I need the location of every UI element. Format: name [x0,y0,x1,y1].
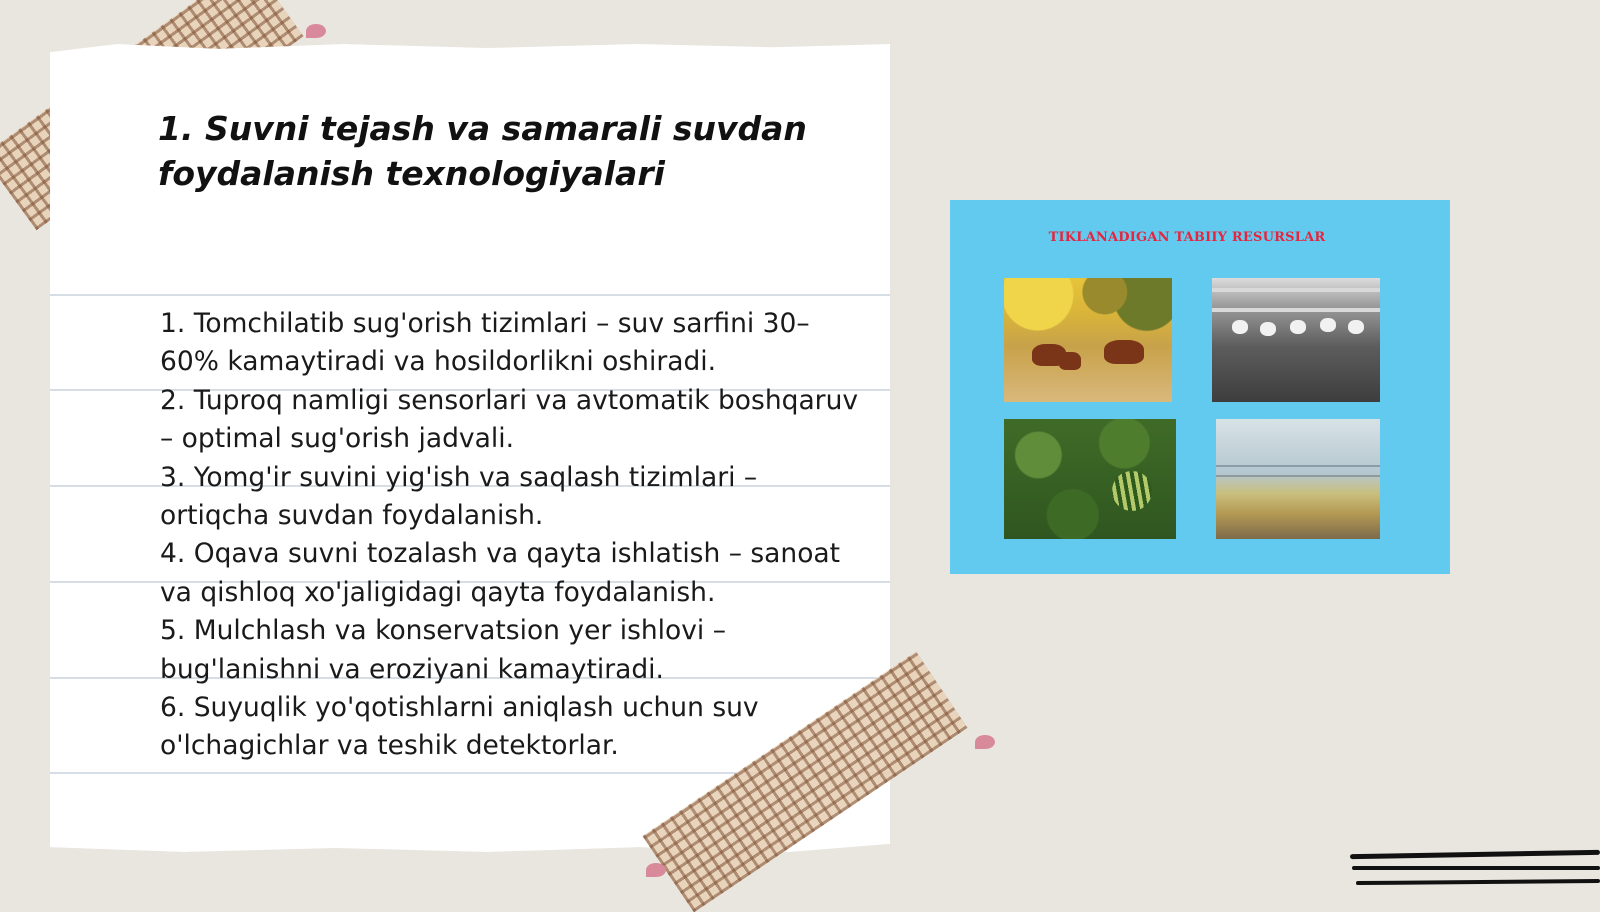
tape-pin-bottom-right [975,735,995,749]
ruled-line [50,294,890,296]
slide-title: 1. Suvni tejash va samarali suvdan foydalanish texnologiyalari [158,109,807,193]
list-item: 2. Tuproq namligi sensorlari va avtomatik boshqaruv – optimal sug'orish jadvali. [160,384,859,455]
horizon-line [1216,465,1380,467]
livestock-stable-photo [1212,278,1380,402]
tree-foliage [1004,278,1172,334]
image-heading: TIKLANADIGAN TABIIY RESURSLAR [1048,230,1326,245]
watermelon-field-photo [1004,419,1176,539]
sheep-figure [1290,320,1306,334]
stable-rail [1212,308,1380,312]
technology-list [160,305,860,766]
list-item: 3. Yomg'ir suvini yig'ish va saqlash tizimlari – ortiqcha suvdan foydalanish. [160,461,758,532]
sheep-figure [1232,320,1248,334]
horses-photo [1004,278,1172,402]
tape-pin-top [306,24,326,38]
list-item: 5. Mulchlash va konservatsion yer ishlovi – bug'lanishni va eroziyani kamaytiradi. [160,615,726,685]
list-item: 6. Suyuqlik yo'qotishlarni aniqlash uchun suv o'lchagichlar va teshik detektorlar. [160,692,759,762]
list-item: 4. Oqava suvni tozalash va qayta ishlatish – sanoat va qishloq xo'jaligidagi qayta foydalanish. [160,538,841,608]
horse-figure [1104,340,1144,364]
decorative-stroke [1352,866,1600,870]
natural-resources-image [950,200,1450,574]
list-item: 1. Tomchilatib sug'orish tizimlari – suv sarfini 30–60% kamaytiradi va hosildorlikni oshiradi. [160,308,810,378]
tape-pin-bottom-left [646,863,666,877]
sheep-figure [1348,320,1364,334]
horse-figure [1059,352,1081,370]
sheep-figure [1260,322,1276,336]
reservoir-field-photo [1216,419,1380,539]
sheep-figure [1320,318,1336,332]
horizon-line [1216,475,1380,477]
decorative-stroke [1356,879,1600,885]
decorative-stroke [1350,850,1600,859]
watermelon [1112,471,1152,511]
stable-rail [1212,288,1380,292]
